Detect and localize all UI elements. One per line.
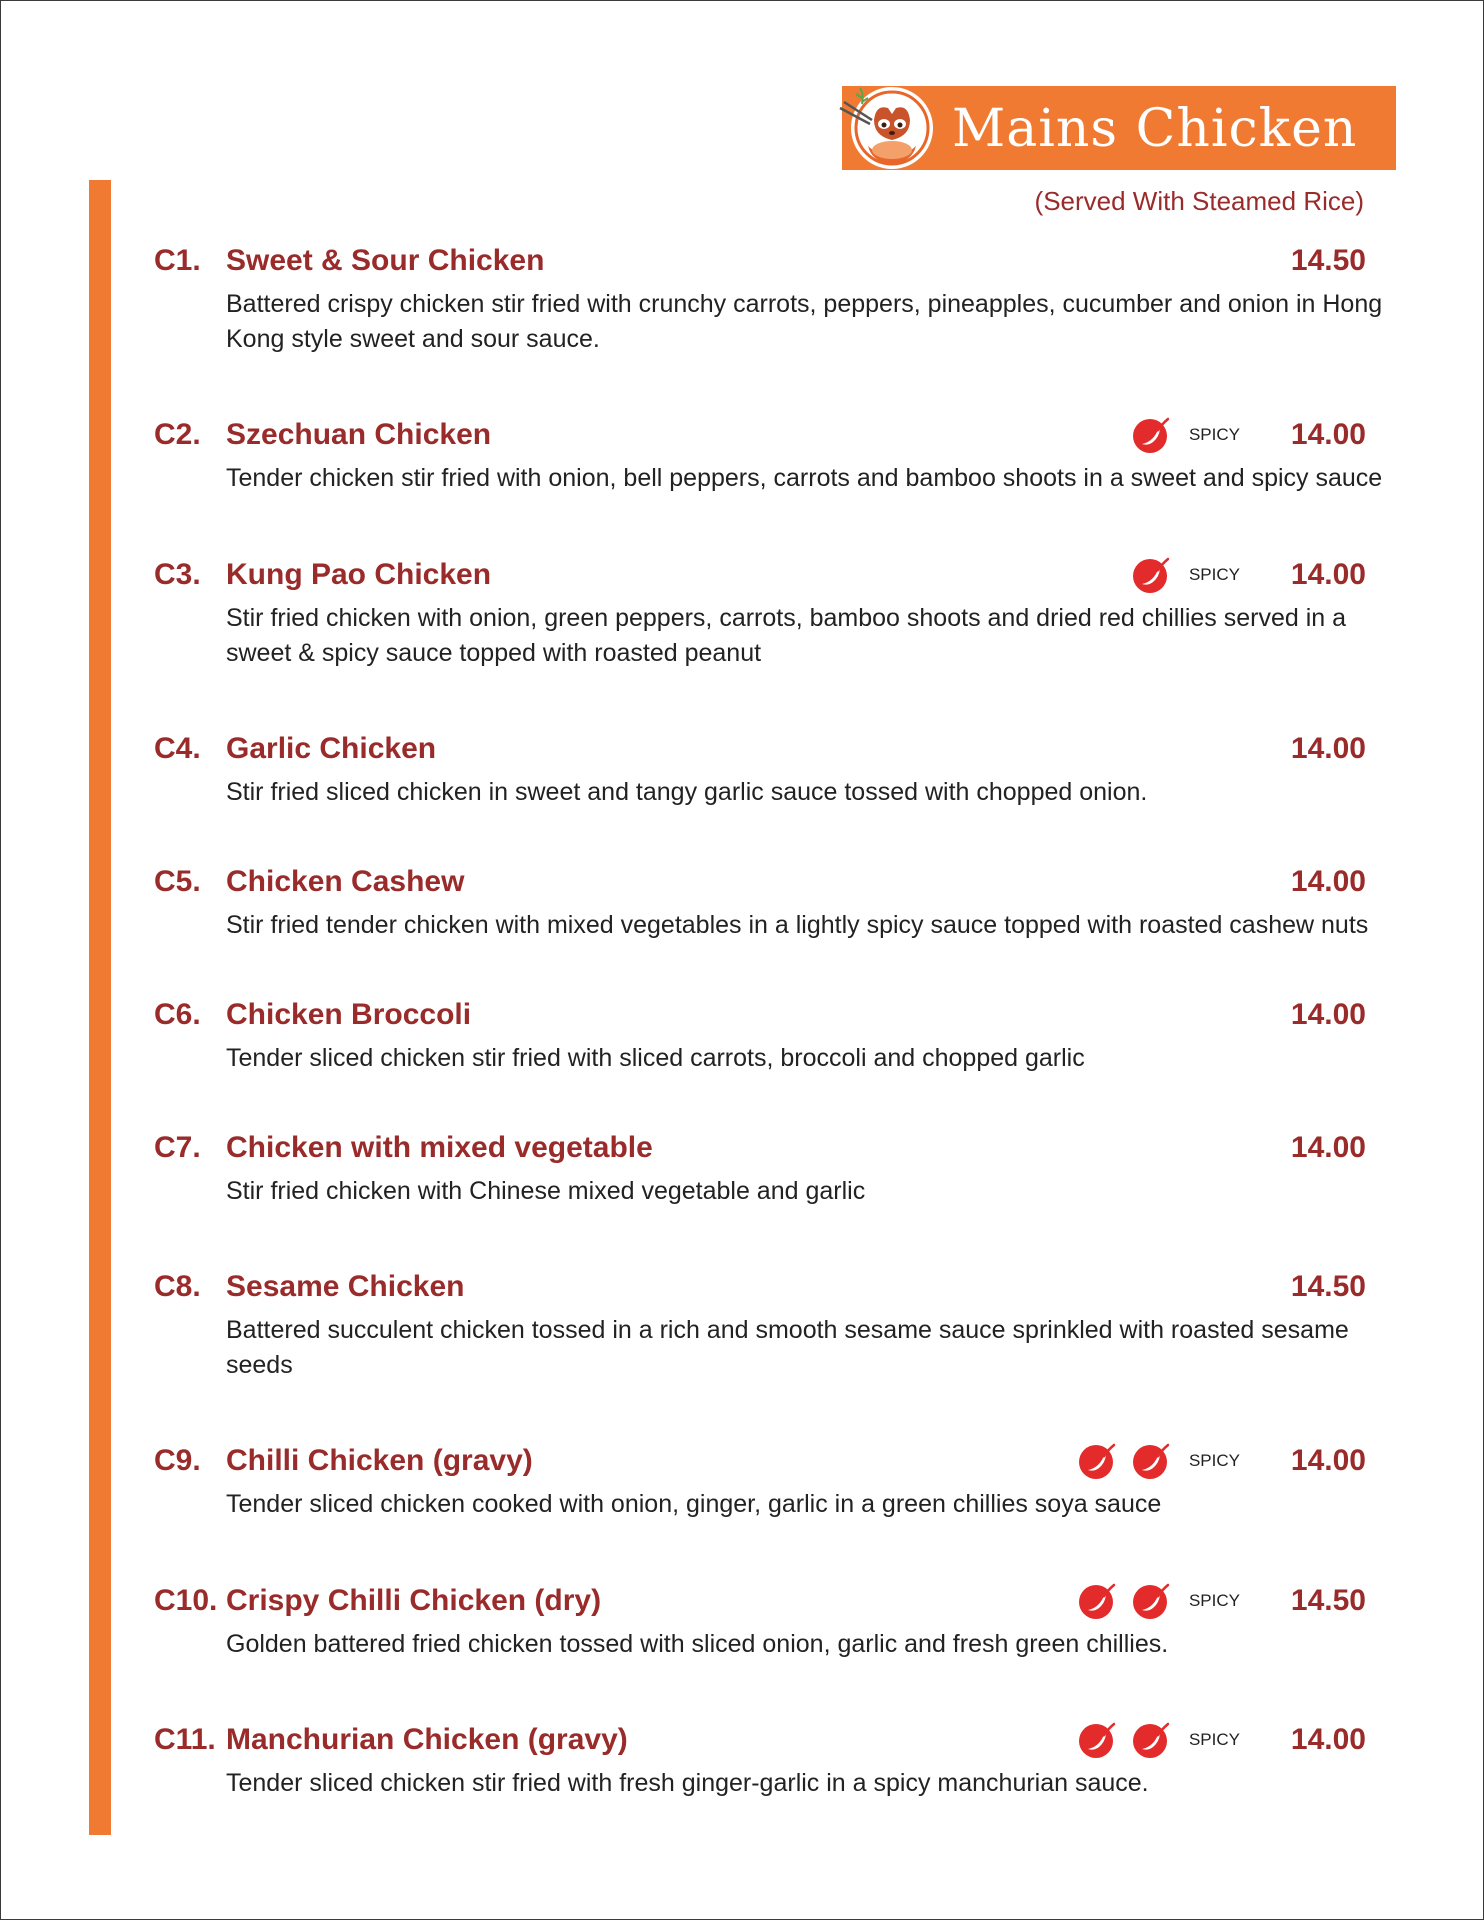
accent-side-bar bbox=[89, 180, 111, 1835]
spicy-indicator bbox=[1077, 1581, 1240, 1621]
item-name: Kung Pao Chicken bbox=[226, 558, 492, 591]
spicy-label: SPICY bbox=[1188, 565, 1240, 584]
item-price: 14.50 bbox=[1290, 1270, 1366, 1303]
page-title: Mains Chicken bbox=[952, 99, 1358, 159]
item-price: 14.50 bbox=[1290, 244, 1366, 277]
item-name: Chicken Cashew bbox=[226, 865, 465, 898]
item-description: Tender sliced chicken stir fried with fresh ginger-garlic in a spicy manchurian sauce. bbox=[226, 1769, 1149, 1797]
item-description: Stir fried sliced chicken in sweet and tangy garlic sauce tossed with chopped onion. bbox=[226, 778, 1148, 806]
item-price: 14.00 bbox=[1290, 1444, 1366, 1477]
item-code: C10. bbox=[154, 1584, 218, 1617]
item-description: Tender sliced chicken stir fried with sliced carrots, broccoli and chopped garlic bbox=[226, 1044, 1085, 1072]
item-description: Tender sliced chicken cooked with onion, ginger, garlic in a green chillies soya sauce bbox=[226, 1490, 1162, 1518]
item-code: C5. bbox=[154, 865, 201, 898]
item-code: C6. bbox=[154, 998, 201, 1031]
item-code: C11. bbox=[154, 1723, 216, 1756]
item-code: C2. bbox=[154, 418, 201, 451]
item-description: Tender chicken stir fried with onion, bell peppers, carrots and bamboo shoots in a sweet and spicy sauce bbox=[226, 464, 1383, 492]
chilli-pepper-icon bbox=[1131, 415, 1171, 455]
item-name: Manchurian Chicken (gravy) bbox=[226, 1723, 628, 1756]
item-code: C3. bbox=[154, 558, 201, 591]
chilli-pepper-icon bbox=[1131, 1441, 1171, 1481]
item-name: Garlic Chicken bbox=[226, 732, 437, 765]
item-code: C1. bbox=[154, 244, 201, 277]
item-code: C4. bbox=[154, 732, 201, 765]
spicy-label: SPICY bbox=[1188, 425, 1240, 444]
spicy-indicator bbox=[1131, 555, 1240, 595]
spicy-label: SPICY bbox=[1188, 1591, 1240, 1610]
item-description: Golden battered fried chicken tossed with sliced onion, garlic and fresh green chillies. bbox=[226, 1630, 1169, 1658]
spicy-indicator bbox=[1077, 1441, 1240, 1481]
item-name: Chilli Chicken (gravy) bbox=[226, 1444, 533, 1477]
item-description: Battered succulent chicken tossed in a rich and smooth sesame sauce sprinkled with roasted sesame seeds bbox=[226, 1316, 1349, 1379]
item-name: Sesame Chicken bbox=[226, 1270, 465, 1303]
item-code: C8. bbox=[154, 1270, 201, 1303]
page-subtitle: (Served With Steamed Rice) bbox=[1034, 186, 1364, 216]
chilli-pepper-icon bbox=[1131, 1720, 1171, 1760]
item-price: 14.00 bbox=[1290, 1131, 1366, 1164]
item-description: Battered crispy chicken stir fried with crunchy carrots, peppers, pineapples, cucumber and onion in Hong Kong style sweet and sour sauce. bbox=[226, 290, 1383, 353]
item-name: Szechuan Chicken bbox=[226, 418, 492, 451]
spicy-label: SPICY bbox=[1188, 1451, 1240, 1470]
item-name: Crispy Chilli Chicken (dry) bbox=[226, 1584, 602, 1617]
item-price: 14.00 bbox=[1290, 732, 1366, 765]
item-price: 14.50 bbox=[1290, 1584, 1366, 1617]
chilli-pepper-icon bbox=[1131, 1581, 1171, 1621]
item-name: Sweet & Sour Chicken bbox=[226, 244, 545, 277]
item-price: 14.00 bbox=[1290, 558, 1366, 591]
spicy-label: SPICY bbox=[1188, 1730, 1240, 1749]
item-price: 14.00 bbox=[1290, 998, 1366, 1031]
item-description: Stir fried chicken with Chinese mixed vegetable and garlic bbox=[226, 1177, 866, 1205]
chilli-pepper-icon bbox=[1077, 1441, 1117, 1481]
chilli-pepper-icon bbox=[1077, 1720, 1117, 1760]
item-price: 14.00 bbox=[1290, 418, 1366, 451]
red-panda-logo-icon bbox=[838, 84, 938, 172]
item-price: 14.00 bbox=[1290, 1723, 1366, 1756]
spicy-indicator bbox=[1131, 415, 1240, 455]
item-description: Stir fried chicken with onion, green peppers, carrots, bamboo shoots and dried red chillies served in a sweet & spicy sauce topped with roasted peanut bbox=[226, 604, 1347, 667]
chilli-pepper-icon bbox=[1077, 1581, 1117, 1621]
chilli-pepper-icon bbox=[1131, 555, 1171, 595]
item-name: Chicken Broccoli bbox=[226, 998, 472, 1031]
item-name: Chicken with mixed vegetable bbox=[226, 1131, 653, 1164]
item-code: C7. bbox=[154, 1131, 201, 1164]
spicy-indicator bbox=[1077, 1720, 1240, 1760]
item-description: Stir fried tender chicken with mixed vegetables in a lightly spicy sauce topped with roasted cashew nuts bbox=[226, 911, 1369, 939]
item-price: 14.00 bbox=[1290, 865, 1366, 898]
item-code: C9. bbox=[154, 1444, 201, 1477]
